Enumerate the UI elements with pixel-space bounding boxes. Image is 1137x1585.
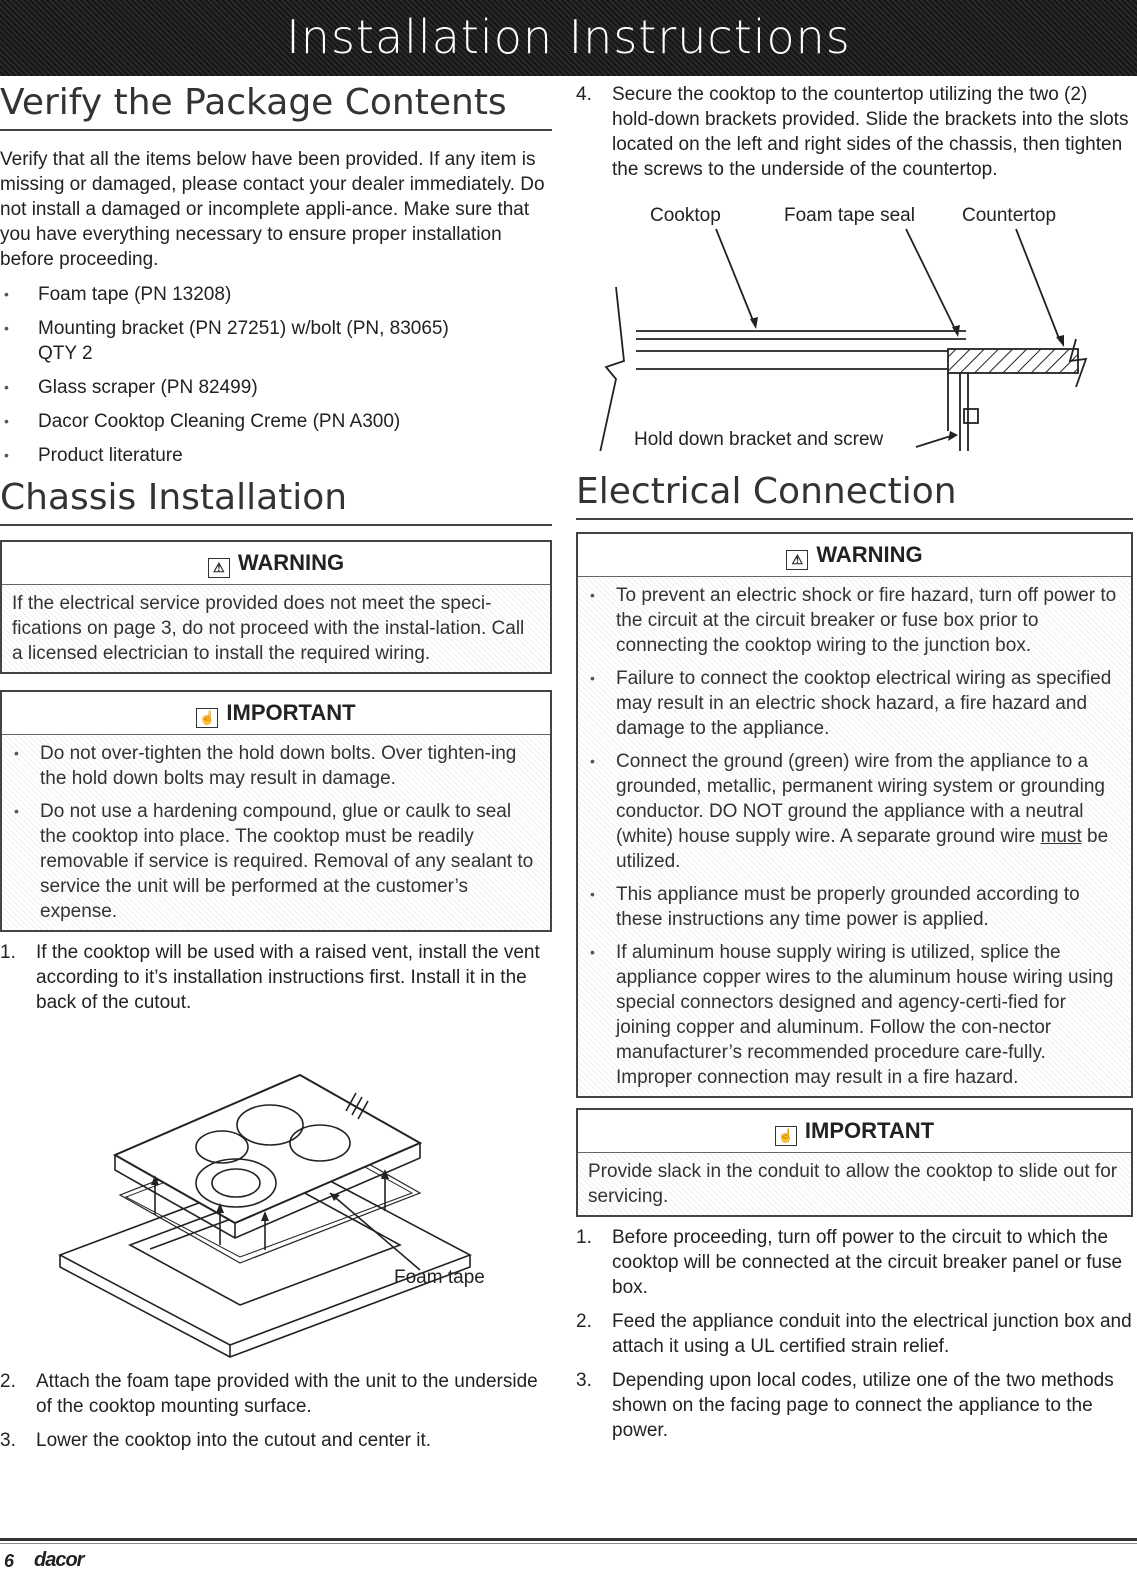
list-item: • Do not use a hardening compound, glue or caulk to seal the cooktop into place. The cooktop must be readily removable if service is required. Removal of any sealant to service the unit will be performed at the customer’s expense. [12, 799, 540, 924]
countertop-label: Countertop [962, 205, 1057, 226]
list-item: • Dacor Cooktop Cleaning Creme (PN A300) [0, 409, 552, 434]
warning-text: If the electrical service provided does not meet the speci-fications on page 3, do not proceed with the instal-lation. Call a licensed electrician to install the required wiring. [12, 593, 525, 664]
list-item: • This appliance must be properly grounded according to these instructions any time power is applied. [588, 882, 1121, 932]
chassis-steps-b [0, 1369, 552, 1453]
step-item [576, 1368, 1133, 1443]
electrical-heading: Electrical Connection [576, 471, 1133, 520]
step-item [0, 1369, 552, 1419]
verify-heading: Verify the Package Contents [0, 82, 552, 131]
left-column [0, 82, 552, 1462]
list-item [588, 749, 1121, 874]
chassis-heading: Chassis Installation [0, 477, 552, 526]
foam-tape-seal-label: Foam tape seal [784, 205, 915, 226]
important-text: Provide slack in the conduit to allow the cooktop to slide out for servicing. [588, 1161, 1118, 1207]
step-text: If the cooktop will be used with a raised vent, install the vent according to it’s installation instructions first. Install it in the back of the cutout. [36, 942, 540, 1013]
hold-down-bracket-figure [576, 191, 1133, 451]
step-text: Before proceeding, turn off power to the circuit to which the cooktop will be connected at the circuit breaker panel or fuse box. [612, 1227, 1123, 1298]
warning-header [578, 534, 1131, 577]
cooktop-label: Cooktop [650, 205, 721, 226]
header-banner [0, 0, 1137, 76]
electrical-steps [576, 1225, 1133, 1443]
chassis-steps-c [576, 82, 1133, 182]
warning-triangle-icon: ⚠ [208, 558, 230, 578]
list-item: • Failure to connect the cooktop electrical wiring as specified may result in an electric shock hazard, a fire hazard and damage to the appliance. [588, 666, 1121, 741]
step-item [0, 1428, 552, 1453]
page-title: Installation Instructions [286, 10, 851, 64]
bracket-label: Hold down bracket and screw [634, 429, 884, 450]
step-item [576, 1225, 1133, 1300]
step-number: 2. [576, 1311, 592, 1332]
foam-tape-label: Foam tape [394, 1267, 485, 1288]
step-number: 3. [0, 1430, 16, 1451]
step-number: 4. [576, 84, 592, 105]
right-column [576, 82, 1133, 1452]
important-list [12, 741, 540, 924]
chassis-important-box [0, 690, 552, 932]
list-item: • Mounting bracket (PN 27251) w/bolt (PN, 83065) QTY 2 [0, 316, 552, 366]
list-item-text: be utilized. [616, 826, 1109, 872]
step-number: 1. [576, 1227, 592, 1248]
package-contents-list [0, 282, 552, 468]
step-number: 3. [576, 1370, 592, 1391]
emphasis-must: must [1040, 826, 1082, 847]
important-header [2, 692, 550, 735]
hand-pointer-icon: ☝ [196, 708, 218, 728]
footer-rule-thin [0, 1543, 1137, 1544]
warning-title: WARNING [237, 550, 345, 575]
electrical-warning-list [588, 583, 1121, 1090]
warning-triangle-icon: ⚠ [786, 550, 808, 570]
list-item: • Foam tape (PN 13208) [0, 282, 552, 307]
warning-body [2, 585, 550, 672]
chassis-warning-box [0, 540, 552, 674]
verify-intro: Verify that all the items below have been provided. If any item is missing or damaged, please contact your dealer immediately. Do not install a damaged or incomplete appli-ance. Make sure that you have everything necessary to ensure proper installation before proceeding. [0, 149, 545, 270]
important-header [578, 1110, 1131, 1153]
step-item [576, 1309, 1133, 1359]
brand-logo: dacor [34, 1549, 84, 1571]
warning-header [2, 542, 550, 585]
step-number: 2. [0, 1371, 16, 1392]
list-item: • Product literature [0, 443, 552, 468]
list-item-text: Connect the ground (green) wire from the appliance to a grounded, metallic, permanent wiring system or grounding conductor. DO NOT ground the appliance with a neutral (white) house supply wire. A separate ground wire [616, 751, 1105, 847]
important-title: IMPORTANT [226, 700, 356, 725]
important-body [578, 1153, 1131, 1215]
cooktop-illustration [0, 1035, 552, 1365]
page-number: 6 [4, 1551, 15, 1571]
step-item [576, 82, 1133, 182]
step-text: Attach the foam tape provided with the unit to the underside of the cooktop mounting surface. [36, 1371, 538, 1417]
warning-body [578, 577, 1131, 1096]
step-item [0, 940, 552, 1015]
cooktop-foam-tape-figure [0, 1035, 552, 1365]
electrical-warning-box [576, 532, 1133, 1098]
step-text: Lower the cooktop into the cutout and center it. [36, 1430, 432, 1451]
step-text: Feed the appliance conduit into the electrical junction box and attach it using a UL certified strain relief. [612, 1311, 1132, 1357]
step-text: Depending upon local codes, utilize one of the two methods shown on the facing page to connect the appliance to the power. [612, 1370, 1114, 1441]
list-item: • Do not over-tighten the hold down bolts. Over tighten-ing the hold down bolts may result in damage. [12, 741, 540, 791]
list-item: • Glass scraper (PN 82499) [0, 375, 552, 400]
electrical-important-box [576, 1108, 1133, 1217]
footer-rule [0, 1538, 1137, 1541]
bracket-illustration [576, 191, 1133, 451]
step-text: Secure the cooktop to the countertop utilizing the two (2) hold-down brackets provided. Slide the brackets into the slots located on the left and right sides of the chassis, then tighten the screws to the underside of the countertop. [612, 84, 1129, 180]
list-item: • If aluminum house supply wiring is utilized, splice the appliance copper wires to the aluminum house wiring using special connectors designed and agency-certi-fied for joining copper and aluminum. Follow the con-nector manufacturer’s recommended procedure care-fully. Improper connection may result in a fire hazard. [588, 940, 1121, 1090]
warning-title: WARNING [816, 542, 923, 567]
hand-pointer-icon: ☝ [775, 1126, 797, 1146]
step-number: 1. [0, 942, 16, 963]
list-item: • To prevent an electric shock or fire hazard, turn off power to the circuit at the circuit breaker or fuse box prior to connecting the cooktop wiring to the junction box. [588, 583, 1121, 658]
important-body [2, 735, 550, 930]
important-title: IMPORTANT [804, 1118, 935, 1143]
chassis-steps-a [0, 940, 552, 1015]
